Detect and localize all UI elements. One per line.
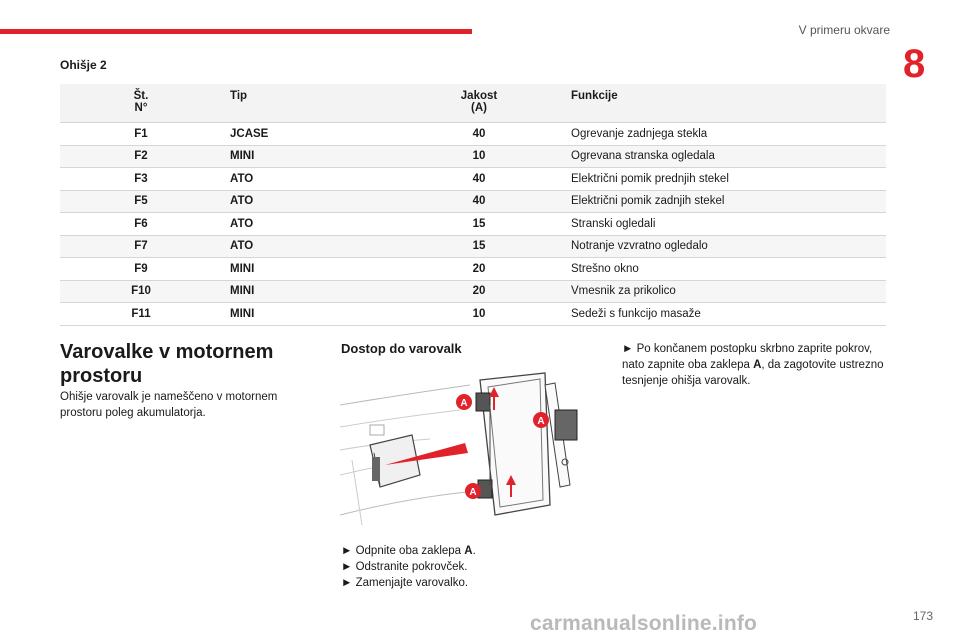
cell-amperage: 40	[395, 168, 563, 191]
step-1-text: ► Odpnite oba zaklepa	[341, 545, 465, 557]
col-header-number	[60, 84, 222, 123]
page-number: 173	[913, 609, 934, 623]
cell-number: F5	[60, 190, 222, 213]
cell-type: ATO	[222, 213, 395, 236]
cell-function: Ogrevanje zadnjega stekla	[563, 123, 886, 146]
cell-function: Stranski ogledali	[563, 213, 886, 236]
col-header-type: Tip	[222, 84, 395, 123]
step-2-text: ► Odstranite pokrovček.	[341, 561, 468, 573]
cell-number: F10	[60, 280, 222, 303]
latch-label-a-2	[533, 412, 549, 428]
cell-type: MINI	[222, 258, 395, 281]
cell-type: ATO	[222, 235, 395, 258]
table-row	[60, 168, 886, 191]
step-3-text: ► Zamenjajte varovalko.	[341, 577, 469, 589]
fuse-box-zoomed	[476, 373, 550, 515]
cell-function: Električni pomik zadnjih stekel	[563, 190, 886, 213]
col-header-amperage	[395, 84, 563, 123]
latch-label-a-3	[465, 483, 481, 499]
table-row	[60, 235, 886, 258]
closing-bold: A	[753, 359, 762, 371]
cell-type: JCASE	[222, 123, 395, 146]
cell-amperage: 20	[395, 280, 563, 303]
cell-number: F11	[60, 303, 222, 326]
cell-type: ATO	[222, 190, 395, 213]
step-3	[341, 575, 581, 591]
section-label: Ohišje 2	[60, 58, 107, 72]
svg-text:A: A	[460, 398, 468, 409]
cell-amperage: 40	[395, 190, 563, 213]
col-header-amperage-line1: Jakost	[460, 90, 498, 102]
cell-amperage: 20	[395, 258, 563, 281]
engine-fuses-text: Ohišje varovalk je nameščeno v motornem prostoru poleg akumulatorja.	[60, 391, 278, 419]
closing-instruction	[622, 341, 892, 389]
cell-number: F6	[60, 213, 222, 236]
cell-number: F2	[60, 145, 222, 168]
closing-text: ► Po končanem postopku skrbno zaprite pokrov, nato zapnite oba zaklepa	[622, 343, 873, 371]
access-heading: Dostop do varovalk	[341, 341, 462, 356]
svg-text:A: A	[537, 416, 545, 427]
access-steps	[341, 543, 581, 591]
table-row	[60, 280, 886, 303]
latch-label-a-1	[456, 394, 472, 410]
cell-type: ATO	[222, 168, 395, 191]
table-row	[60, 213, 886, 236]
fuse-table	[60, 84, 886, 326]
cell-amperage: 40	[395, 123, 563, 146]
cell-amperage: 10	[395, 303, 563, 326]
cell-function: Vmesnik za prikolico	[563, 280, 886, 303]
col-header-number-line2: N°	[134, 102, 148, 114]
cell-number: F3	[60, 168, 222, 191]
cell-number: F7	[60, 235, 222, 258]
col-header-functions: Funkcije	[563, 84, 886, 123]
svg-text:A: A	[469, 487, 477, 498]
fuse-box-illustration	[340, 365, 602, 530]
table-row	[60, 190, 886, 213]
cell-number: F1	[60, 123, 222, 146]
cell-function: Notranje vzvratno ogledalo	[563, 235, 886, 258]
header-accent-bar	[0, 29, 472, 34]
cell-function: Sedeži s funkcijo masaže	[563, 303, 886, 326]
cell-function: Električni pomik prednjih stekel	[563, 168, 886, 191]
table-header-row	[60, 84, 886, 123]
table-row	[60, 258, 886, 281]
cell-function: Ogrevana stranska ogledala	[563, 145, 886, 168]
engine-fuses-heading: Varovalke v motornem prostoru	[60, 341, 274, 387]
step-1-bold: A	[464, 545, 473, 557]
cell-amperage: 10	[395, 145, 563, 168]
step-1-suffix: .	[472, 545, 476, 557]
col-header-number-line1: Št.	[133, 90, 149, 102]
cell-function: Strešno okno	[563, 258, 886, 281]
step-1	[341, 543, 581, 559]
table-row	[60, 123, 886, 146]
header-title: V primeru okvare	[798, 23, 890, 37]
cell-type: MINI	[222, 303, 395, 326]
table-row	[60, 145, 886, 168]
table-row	[60, 303, 886, 326]
cell-amperage: 15	[395, 213, 563, 236]
cell-number: F9	[60, 258, 222, 281]
col-header-amperage-line2: (A)	[471, 102, 487, 114]
cell-amperage: 15	[395, 235, 563, 258]
watermark: carmanualsonline.info	[530, 612, 758, 635]
step-2	[341, 559, 581, 575]
cell-type: MINI	[222, 145, 395, 168]
cell-type: MINI	[222, 280, 395, 303]
closing-suffix: , da zagotovite ustrezno tesnjenje ohišja varovalk.	[622, 359, 884, 387]
chapter-number: 8	[903, 42, 926, 86]
